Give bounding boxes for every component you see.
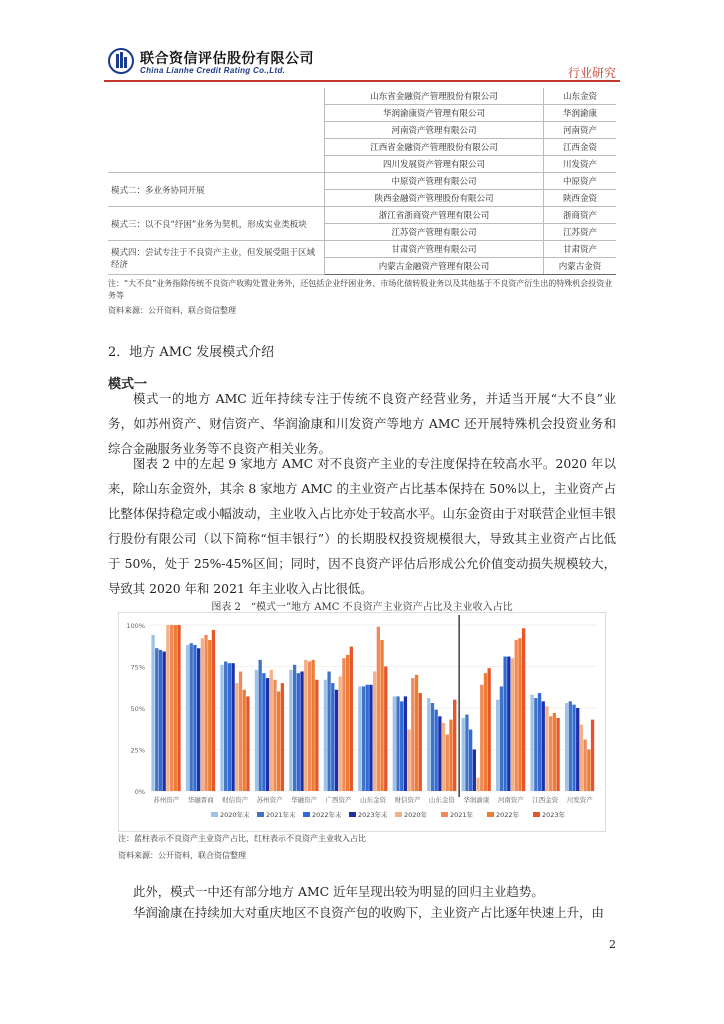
- bar-asset: [228, 663, 231, 791]
- bar-asset: [324, 680, 327, 791]
- section-title: 2．地方 AMC 发展模式介绍: [108, 345, 275, 360]
- bar-asset: [159, 650, 162, 791]
- bar-asset: [469, 730, 472, 791]
- bar-asset: [163, 652, 166, 791]
- bar-income: [449, 720, 452, 791]
- company-cell: 甘肃资产管理有限公司: [325, 241, 544, 258]
- short-name-cell: 河南资产: [544, 122, 617, 139]
- bar-income: [346, 655, 349, 791]
- bar-asset: [427, 698, 430, 791]
- bar-income: [304, 660, 307, 791]
- bar-income: [311, 660, 314, 791]
- x-tick-label: 华融晋商: [187, 796, 214, 804]
- bar-income: [553, 713, 556, 791]
- bar-asset: [431, 703, 434, 791]
- bar-asset: [503, 657, 506, 791]
- bar-asset: [534, 698, 537, 791]
- y-tick-label: 100%: [126, 622, 145, 630]
- legend-label: 2020年末: [220, 811, 250, 819]
- bar-asset: [335, 690, 338, 791]
- bar-income: [587, 750, 590, 792]
- bar-asset: [404, 696, 407, 791]
- legend-label: 2023年末: [358, 811, 388, 819]
- bar-asset: [435, 710, 438, 791]
- bar-asset: [327, 671, 330, 791]
- bar-asset: [262, 673, 265, 791]
- company-cell: 中原资产管理有限公司: [325, 173, 544, 190]
- short-name-cell: 中原资产: [544, 173, 617, 190]
- x-tick-label: 华润渝康: [463, 796, 490, 804]
- legend-swatch: [395, 812, 402, 817]
- bar-income: [511, 658, 514, 791]
- legend-swatch: [349, 812, 356, 817]
- bar-income: [407, 730, 410, 791]
- amc-bar-chart: [118, 612, 606, 832]
- x-tick-label: 财信资产: [222, 796, 249, 804]
- bar-income: [273, 680, 276, 791]
- department-label: 行业研究: [567, 66, 616, 80]
- bar-income: [442, 723, 445, 791]
- bar-asset: [224, 662, 227, 791]
- mode-cell: 模式三：以不良“纾困”业务为契机，形成实业类板块: [108, 207, 325, 241]
- legend-swatch: [257, 812, 264, 817]
- bar-income: [583, 740, 586, 791]
- x-tick-label: 广西资产: [325, 796, 352, 804]
- bar-income: [419, 693, 422, 791]
- bar-income: [487, 668, 490, 791]
- chart-source: 资料来源：公开资料，联合资信整理: [118, 851, 246, 860]
- x-tick-label: 财信资产: [394, 796, 421, 804]
- bar-income: [277, 691, 280, 791]
- company-logo-icon: [108, 48, 134, 74]
- bar-income: [373, 671, 376, 791]
- legend-label: 2021年末: [266, 811, 296, 819]
- bar-income: [411, 678, 414, 791]
- bar-asset: [266, 678, 269, 791]
- bar-asset: [151, 635, 154, 791]
- mode-cell: 模式四：尝试专注于不良资产主业，但发展受阻于区域经济: [108, 241, 325, 275]
- legend-label: 2022年: [496, 811, 520, 819]
- legend-swatch: [303, 812, 310, 817]
- x-tick-label: 川发资产: [566, 796, 593, 804]
- bar-asset: [220, 665, 223, 791]
- bar-asset: [496, 700, 499, 791]
- bar-income: [235, 683, 238, 791]
- bar-income: [308, 662, 311, 791]
- legend-label: 2020年: [404, 811, 428, 819]
- bar-asset: [530, 695, 533, 791]
- page-number: 2: [609, 938, 616, 951]
- bar-income: [545, 706, 548, 791]
- bar-income: [212, 630, 215, 791]
- company-cell: 陕西金融资产管理股份有限公司: [325, 190, 544, 207]
- bar-asset: [400, 701, 403, 791]
- bar-asset: [362, 686, 365, 791]
- bar-income: [380, 640, 383, 791]
- legend-swatch: [487, 812, 494, 817]
- bar-income: [549, 716, 552, 791]
- x-tick-label: 苏州资产: [256, 796, 283, 804]
- y-tick-label: 75%: [130, 663, 145, 672]
- bar-asset: [465, 715, 468, 791]
- short-name-cell: 浙商资产: [544, 207, 617, 224]
- company-cell: 浙江省浙商资产管理有限公司: [325, 207, 544, 224]
- bar-asset: [231, 663, 234, 791]
- paragraph-2: 图表 2 中的左起 9 家地方 AMC 对不良资产主业的专注度保持在较高水平。2020 年以来，除山东金资外，其余 8 家地方 AMC 的主业资产占比基本保持在 50%以上，主业资产占比整体保持稳定或小幅波动，主业收入占比亦处于较高水平。山东金资由于对联营企业恒丰银行股份有限公司（以下简称“恒丰银行”）的长期股权投资规模很大，导致其主业资产占比低于 50%，处于 25%-45%区间；同时，因不良资产评估后形成公允价值变动损失规模较大，导致其 2020 年和 2021 年主业收入占比很低。: [108, 456, 617, 596]
- y-tick-label: 50%: [130, 705, 145, 713]
- legend-label: 2022年末: [312, 811, 342, 819]
- table-row: [108, 88, 616, 105]
- bar-income: [515, 640, 518, 791]
- bar-income: [270, 670, 273, 791]
- x-tick-label: 苏州资产: [153, 796, 180, 804]
- legend-swatch: [441, 812, 448, 817]
- mode1-title: 模式一: [108, 377, 148, 392]
- bar-asset: [300, 671, 303, 791]
- bar-income: [415, 675, 418, 791]
- bar-asset: [542, 701, 545, 791]
- bar-income: [339, 676, 342, 791]
- bar-asset: [396, 696, 399, 791]
- bar-income: [201, 638, 204, 791]
- short-name-cell: 川发资产: [544, 156, 617, 173]
- bar-asset: [193, 645, 196, 791]
- short-name-cell: 江西金资: [544, 139, 617, 156]
- paragraph-3: 此外，模式一中还有部分地方 AMC 近年呈现出较为明显的回归主业趋势。: [133, 884, 544, 899]
- company-cell: 华润渝康资产管理有限公司: [325, 105, 544, 122]
- bar-asset: [438, 716, 441, 791]
- short-name-cell: 陕西金资: [544, 190, 617, 207]
- bar-asset: [473, 750, 476, 792]
- bar-asset: [507, 657, 510, 791]
- table-row: [108, 173, 616, 190]
- bar-asset: [565, 703, 568, 791]
- bar-asset: [255, 670, 258, 791]
- header-divider: [104, 80, 620, 82]
- y-tick-label: 25%: [130, 746, 145, 755]
- bar-asset: [500, 686, 503, 791]
- bar-asset: [462, 718, 465, 791]
- legend-swatch: [211, 812, 218, 817]
- bar-asset: [572, 705, 575, 791]
- bar-income: [484, 673, 487, 791]
- bar-income: [170, 625, 173, 791]
- company-name-cn: 联合资信评估股份有限公司: [140, 51, 314, 67]
- bar-income: [453, 700, 456, 791]
- company-cell: 山东省金融资产管理股份有限公司: [325, 88, 544, 105]
- x-tick-label: 山东金资: [360, 796, 386, 804]
- chart-title: 图表 2 “模式一”地方 AMC 不良资产主业资产占比及主业收入占比: [211, 602, 513, 613]
- paragraph-4: 华润渝康在持续加大对重庆地区不良资产包的收购下，主业资产占比逐年快速上升，由: [133, 905, 604, 920]
- short-name-cell: 江苏资产: [544, 224, 617, 241]
- y-tick-label: 0%: [134, 788, 145, 796]
- bar-asset: [155, 648, 158, 791]
- x-tick-label: 江西金资: [532, 796, 559, 804]
- short-name-cell: 内蒙古金资: [544, 258, 617, 275]
- bar-income: [281, 683, 284, 791]
- chart-note: 注：蓝柱表示不良资产主业资产占比，红柱表示不良资产主业收入占比: [118, 834, 366, 843]
- bar-asset: [366, 685, 369, 791]
- mode-cell: 模式二：多业务协同开展: [108, 173, 325, 207]
- bar-income: [384, 667, 387, 792]
- bar-income: [556, 718, 559, 791]
- legend-label: 2023年: [542, 811, 566, 819]
- short-name-cell: 甘肃资产: [544, 241, 617, 258]
- x-tick-label: 山东金资: [428, 796, 455, 804]
- bar-income: [204, 635, 207, 791]
- bar-asset: [259, 660, 262, 791]
- bar-asset: [289, 670, 292, 791]
- x-tick-label: 河南资产: [497, 796, 524, 804]
- company-cell: 河南资产管理有限公司: [325, 122, 544, 139]
- bar-income: [446, 735, 449, 791]
- bar-asset: [538, 693, 541, 791]
- bar-income: [177, 625, 180, 791]
- legend-swatch: [533, 812, 540, 817]
- bar-asset: [186, 645, 189, 791]
- bar-asset: [576, 708, 579, 791]
- bar-income: [377, 627, 380, 791]
- bar-asset: [369, 685, 372, 791]
- bar-income: [246, 696, 249, 791]
- table-note: 注：“大不良”业务指除传统不良资产收购处置业务外，还包括企业纾困业务、市场化债转股业务以及其他基于不良资产衍生出的特殊机会投资业务等: [108, 279, 613, 300]
- legend-label: 2021年: [450, 811, 474, 819]
- table-row: [108, 241, 616, 258]
- mode-cell: [108, 88, 325, 173]
- short-name-cell: 山东金资: [544, 88, 617, 105]
- company-cell: 江西省金融资产管理股份有限公司: [325, 139, 544, 156]
- bar-asset: [393, 696, 396, 791]
- short-name-cell: 华润渝康: [544, 105, 617, 122]
- bar-asset: [297, 673, 300, 791]
- bar-asset: [331, 683, 334, 791]
- bar-income: [518, 638, 521, 791]
- bar-income: [480, 685, 483, 791]
- bar-asset: [358, 686, 361, 791]
- table-source: 资料来源：公开资料，联合资信整理: [108, 306, 236, 315]
- amc-mode-table: [108, 88, 616, 275]
- bar-income: [522, 628, 525, 791]
- bar-income: [239, 671, 242, 791]
- table-row: [108, 207, 616, 224]
- company-name-en: China Lianhe Credit Rating Co.,Ltd.: [140, 66, 286, 75]
- bar-income: [315, 680, 318, 791]
- bar-asset: [293, 665, 296, 791]
- bar-asset: [190, 643, 193, 791]
- bar-asset: [569, 701, 572, 791]
- company-cell: 江苏资产管理有限公司: [325, 224, 544, 241]
- bar-income: [350, 647, 353, 791]
- company-cell: 内蒙古金融资产管理有限公司: [325, 258, 544, 275]
- bar-income: [208, 640, 211, 791]
- bar-income: [580, 725, 583, 791]
- x-tick-label: 华融资产: [291, 796, 318, 804]
- company-cell: 四川发展资产管理有限公司: [325, 156, 544, 173]
- bar-income: [174, 625, 177, 791]
- bar-income: [166, 625, 169, 791]
- bar-income: [342, 658, 345, 791]
- bar-income: [591, 720, 594, 791]
- paragraph-1: 模式一的地方 AMC 近年持续专注于传统不良资产经营业务，并适当开展“大不良”业务，如苏州资产、财信资产、华润渝康和川发资产等地方 AMC 还开展特殊机会投资业务和综合金融服务业务等不良资产相关业务。: [108, 391, 616, 456]
- bar-income: [476, 778, 479, 791]
- bar-income: [243, 690, 246, 791]
- bar-asset: [197, 648, 200, 791]
